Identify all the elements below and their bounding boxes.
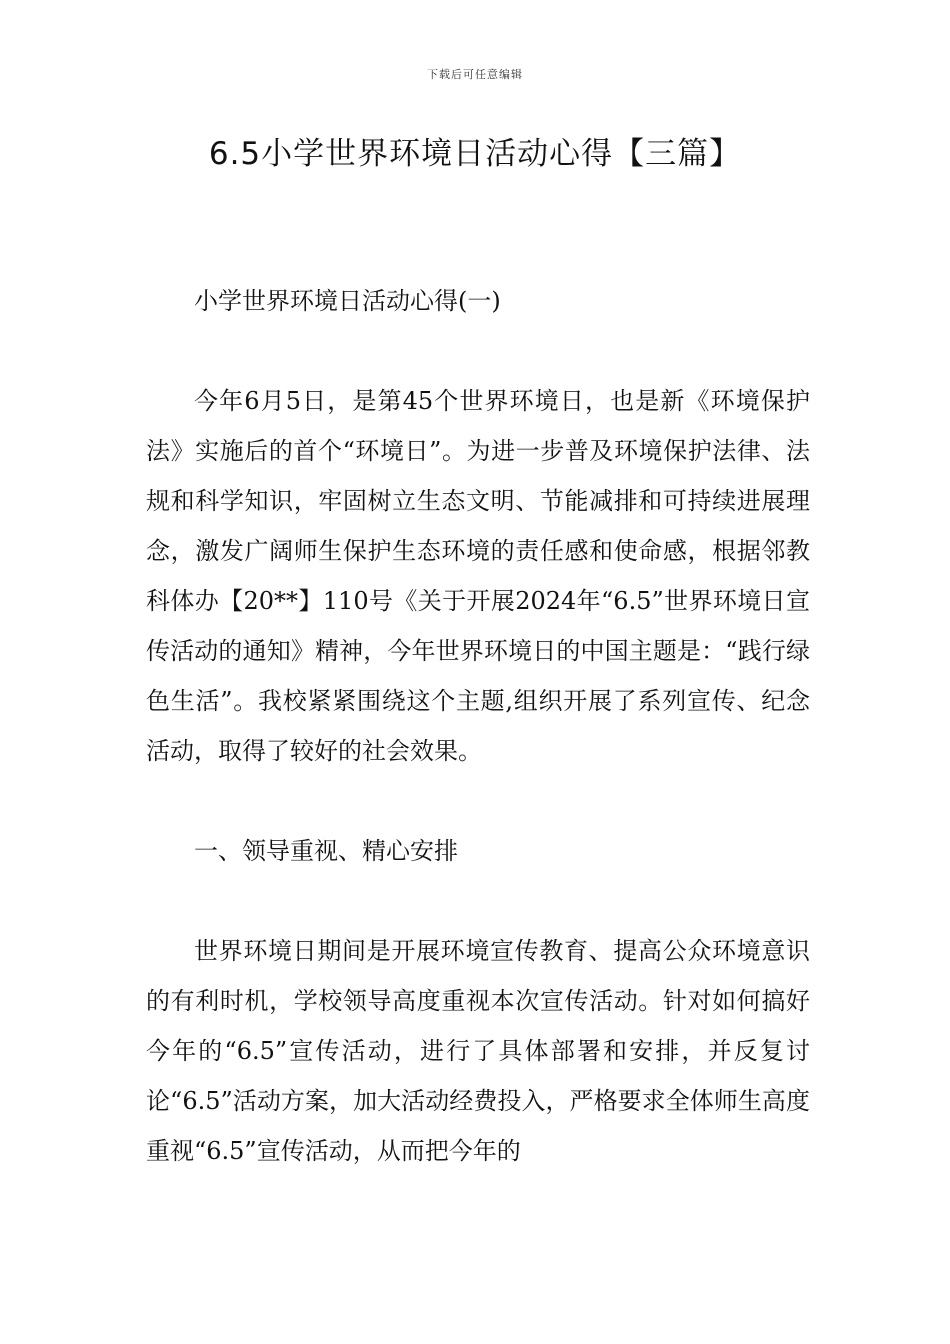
body-paragraph-2: 世界环境日期间是开展环境宣传教育、提高公众环境意识的有利时机，学校领导高度重视本次宣传活动。针对如何搞好今年的“6.5”宣传活动，进行了具体部署和安排，并反复讨论“6.5”活动方案，加大活动经费投入，严格要求全体师生高度重视“6.5”宣传活动，从而把今年的 — [146, 937, 810, 1165]
header-note: 下载后可任意编辑 — [427, 68, 523, 81]
body-paragraph-1: 今年6月5日，是第45个世界环境日，也是新《环境保护法》实施后的首个“环境日”。为进一步普及环境保护法律、法规和科学知识，牢固树立生态文明、节能减排和可持续进展理念，激发广阔师生保护生态环境的责任感和使命感，根据邻教科体办【20**】110号《关于开展2024年“6.5”世界环境日宣传活动的通知》精神，今年世界环境日的中国主题是：“践行绿色生活”。我校紧紧围绕这个主题,组织开展了系列宣传、纪念活动，取得了较好的社会效果。 — [146, 387, 810, 765]
spacer — [146, 876, 810, 926]
spacer — [146, 326, 810, 376]
document-title: 6.5小学世界环境日活动心得【三篇】 — [208, 136, 742, 172]
spacer — [146, 776, 810, 826]
section-heading-2: 一、领导重视、精心安排 — [194, 837, 458, 865]
document-body — [146, 276, 810, 1176]
section-heading-1: 小学世界环境日活动心得(一) — [194, 287, 501, 315]
